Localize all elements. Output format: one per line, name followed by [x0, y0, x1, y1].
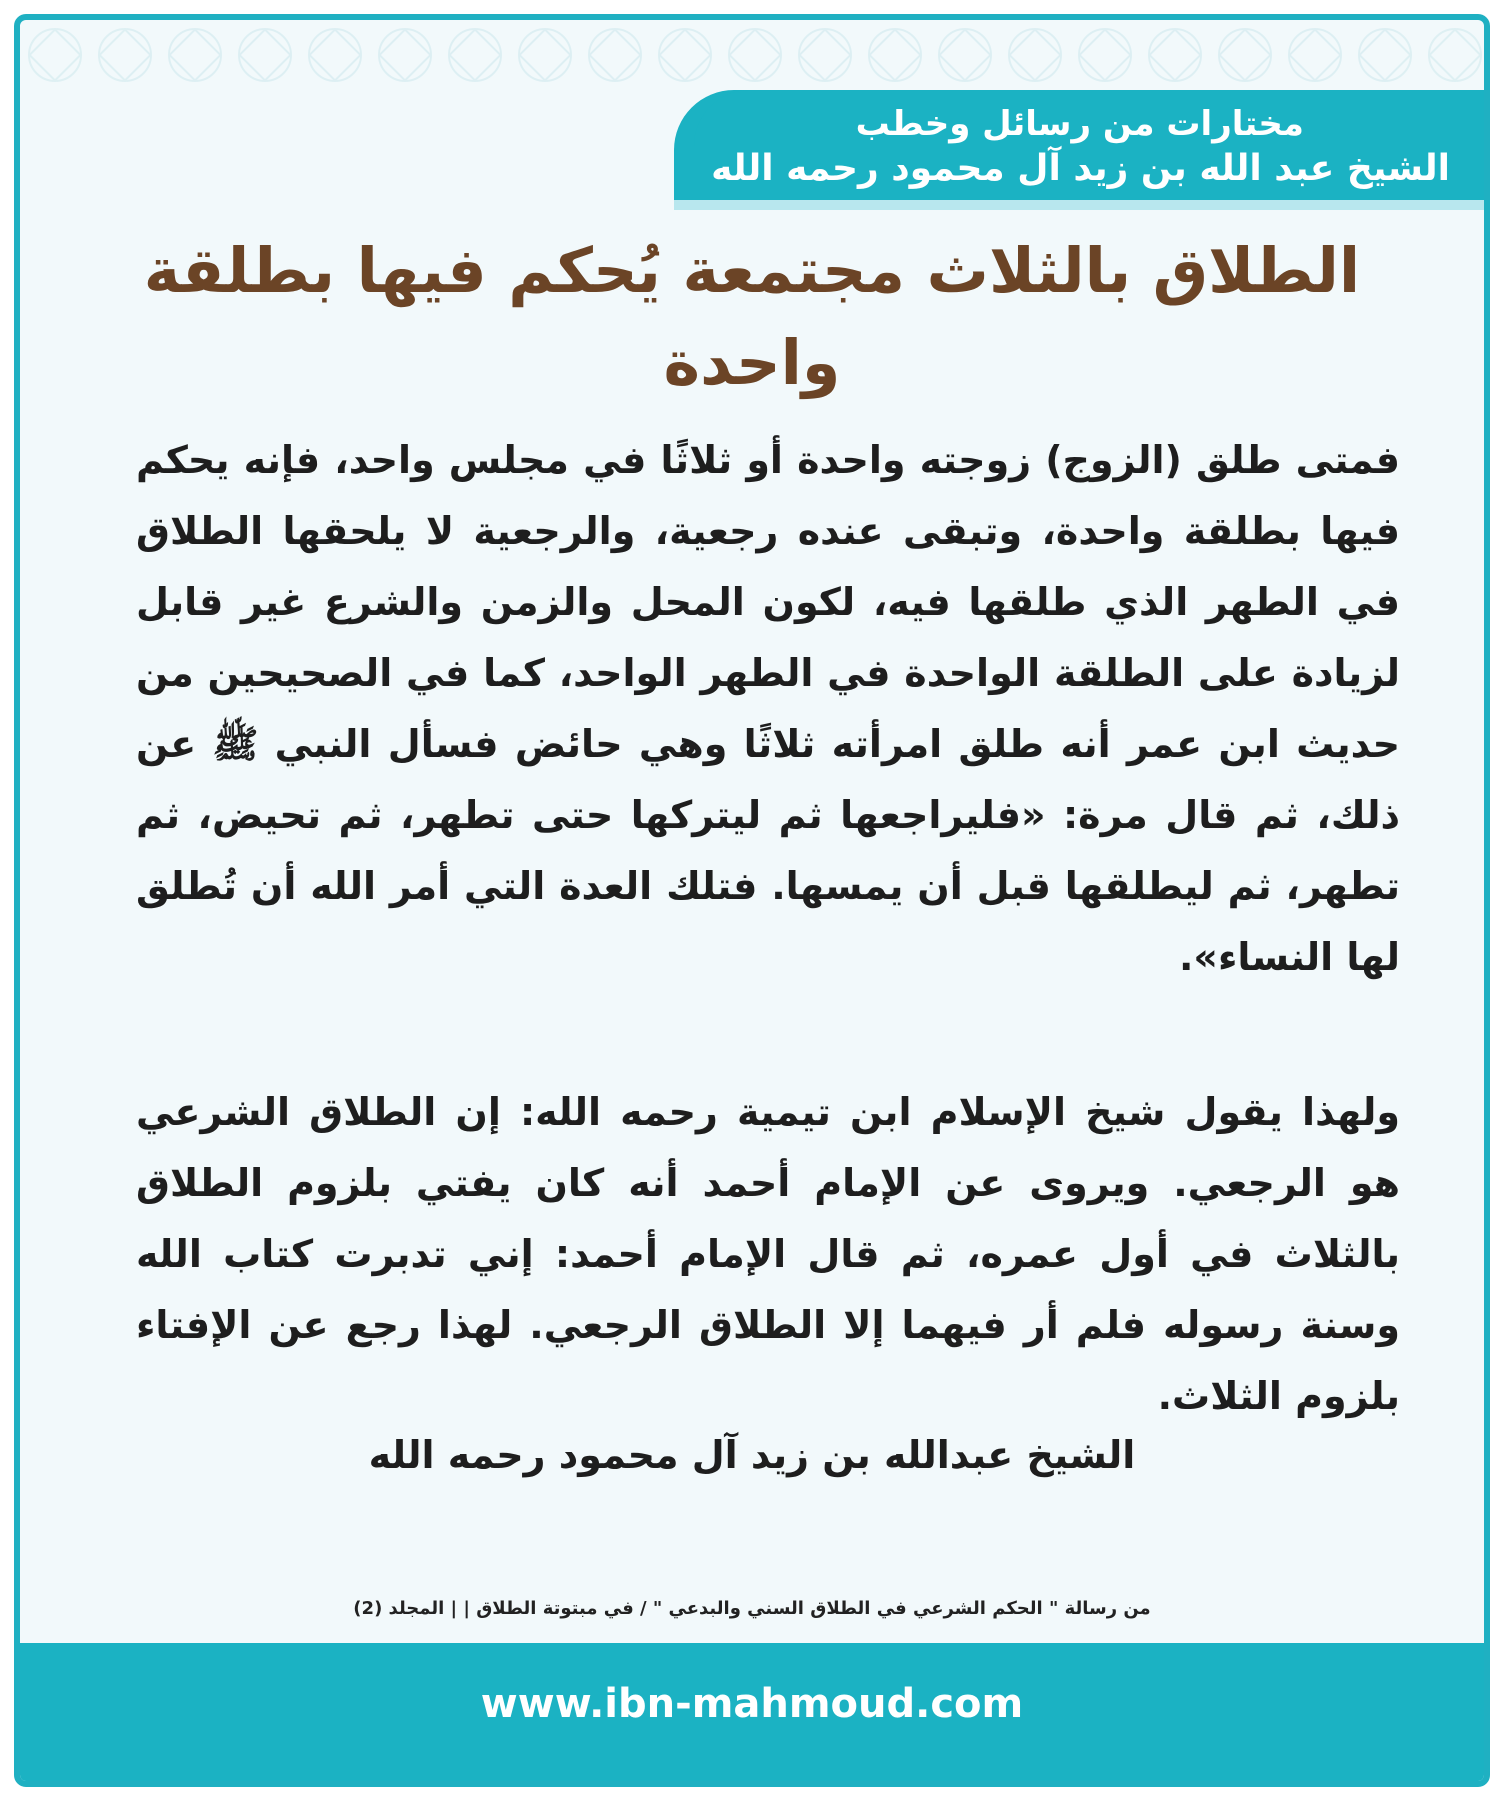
header-author: الشيخ عبد الله بن زيد آل محمود رحمه الله: [711, 148, 1450, 189]
website-link[interactable]: www.ibn-mahmoud.com: [480, 1681, 1024, 1727]
body-paragraph-2: ولهذا يقول شيخ الإسلام ابن تيمية رحمه الله: إن الطلاق الشرعي هو الرجعي. ويروى عن الإمام أحمد أنه كان يفتي بلزوم الطلاق بالثلاث في أول عمره، ثم قال الإمام أحمد: إني تدبرت كتاب الله وسنة رسوله فلم أر فيهما إلا الطلاق الرجعي. لهذا رجع عن الإفتاء بلزوم الثلاث.: [136, 1090, 1400, 1418]
decorative-pattern: [20, 20, 1484, 90]
header-banner: [674, 90, 1484, 210]
article-title: الطلاق بالثلاث مجتمعة يُحكم فيها بطلقة واحدة: [143, 234, 1361, 399]
source-citation: من رسالة " الحكم الشرعي في الطلاق السني والبدعي " / في مبتوتة الطلاق | | المجلد (2): [353, 1598, 1151, 1619]
body-paragraph-1: فمتى طلق (الزوج) زوجته واحدة أو ثلاثًا في مجلس واحد، فإنه يحكم فيها بطلقة واحدة، وتبقى عنده رجعية، والرجعية لا يلحقها الطلاق في الطهر الذي طلقها فيه، لكون المحل والزمن والشرع غير قابل لزيادة على الطلقة الواحدة في الطهر الواحد، كما في الصحيحين من حديث ابن عمر أنه طلق امرأته ثلاثًا وهي حائض فسأل النبي ﷺ عن ذلك، ثم قال مرة: «فليراجعها ثم ليتركها حتى تطهر، ثم تحيض، ثم تطهر، ثم ليطلقها قبل أن يمسها. فتلك العدة التي أمر الله أن تُطلق لها النساء».: [136, 438, 1400, 979]
footer-bar: [20, 1643, 1484, 1781]
header-subtitle: مختارات من رسائل وخطب: [855, 104, 1304, 144]
page-card: [14, 14, 1490, 1787]
author-signature: الشيخ عبدالله بن زيد آل محمود رحمه الله: [368, 1433, 1136, 1477]
